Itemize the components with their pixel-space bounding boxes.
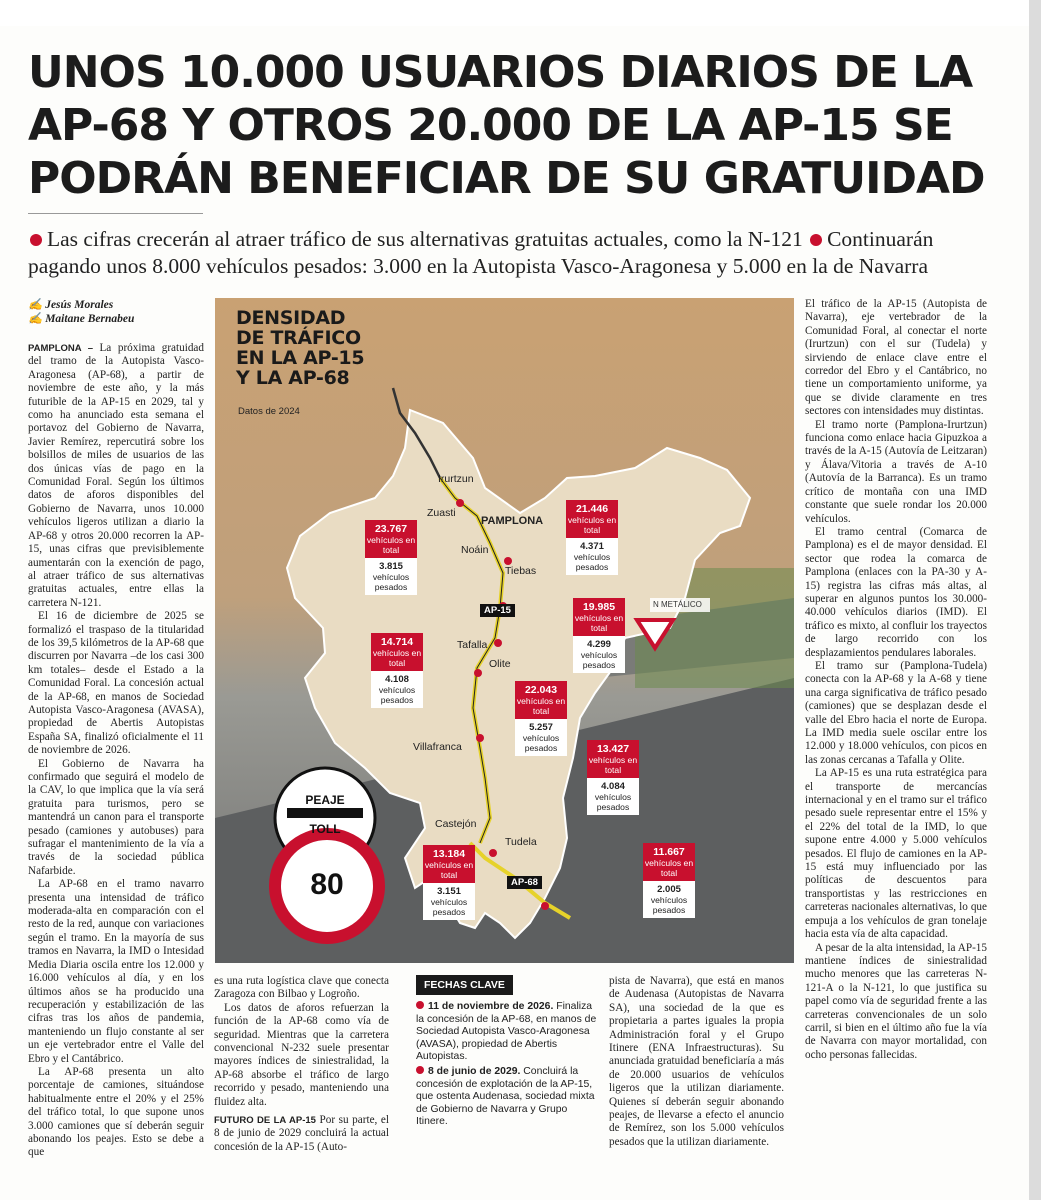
town-label: Tudela [505,836,537,848]
total-value: 22.043 [524,684,558,696]
paragraph: El Gobierno de Navarra ha confirmado que seguirá el modelo de la CAV, lo que implica que la vía será gratuita para turismos, pero se mantendrá un canon para el transporte pesado (camiones y autobuses) para sufragar el mantenimiento de la vía a través de la sociedad pública Nafarbide. [28,757,204,877]
headline: UNOS 10.000 USUARIOS DIARIOS DE LA AP-68 Y OTROS 20.000 DE LA AP-15 SE PODRÁN BENEFICIAR DE SU GRATUIDAD [28,47,985,204]
paragraph: El tramo norte (Pamplona-Irurtzun) funciona como enlace hacia Gipuzkoa a través de la A-15 (Autovía de Leitzaran) y Álava/Vitoria a través de A-10 (Autovía de la Barranca). Es un tramo crítico de montaña con una IMD constante que suele rondar los 20.000 vehículos. [805,418,987,525]
station-marker [504,557,512,565]
traffic-station: 13.184 vehículos en total 3.151 vehículos pesados [423,845,475,920]
article-column-4 [805,298,987,1062]
traffic-station: 13.427 vehículos en total 4.084 vehículos pesados [587,740,639,815]
speed-limit-value: 80 [310,868,344,901]
bullet-icon [416,1066,424,1074]
highway-label: AP-68 [507,876,542,889]
total-value: 19.985 [582,601,616,613]
total-value: 11.667 [653,846,685,858]
toll-sign-text-bottom: TOLL [309,822,341,836]
traffic-station: 19.985 vehículos en total 4.299 vehículos pesados [573,598,625,673]
traffic-station: 23.767 vehículos en total 3.815 vehículos pesados [365,520,417,595]
heavy-value: 4.371 [580,541,604,552]
paragraph: PAMPLONA – La próxima gratuidad del tramo de la Autopista Vasco-Aragonesa (AP-68), a partir de noviembre de este año, y la más futurible de la AP-15 en 2029, tal y como ha anunciado esta semana el portavoz del Gobierno de Navarra, Javier Remírez, repercutirá sobre los bolsillos de miles de usuarios de las dos únicas vías de pago en la Comunidad Foral. Según los últimos datos de aforos disponibles del Gobierno de Navarra, unos 10.000 vehículos ligeros utilizan a diario la AP-68 y otros 20.000 recorren la AP-15, unas cifras que previsiblemente aumentarán con la exención de pago, al atraer tráfico de sus alternativas gratuitas actuales, entre ellas la carretera N-121. [28,342,204,609]
article-column-3 [609,975,784,1149]
traffic-station: 14.714 vehículos en total 4.108 vehículos pesados [371,633,423,708]
paragraph: es una ruta logística clave que conecta Zaragoza con Bilbao y Logroño. [214,975,389,1001]
heavy-value: 4.108 [385,674,409,685]
key-date-item: 11 de noviembre de 2026. Finaliza la concesión de la AP-68, en manos de Sociedad Autopista Vasco-Aragonesa (AVASA), propiedad de Abertis Autopistas. [416,1001,597,1063]
town-label: PAMPLONA [481,515,544,527]
total-value: 14.714 [380,636,414,648]
subhead-1: Las cifras crecerán al atraer tráfico de sus alternativas gratuitas actuales, como la N-121 [47,227,803,251]
byline [28,298,134,326]
paragraph: pista de Navarra), que está en manos de Audenasa (Autopistas de Navarra SA), una sociedad de la que es propietaria a partes iguales la propia Administración foral y el Grupo Itinere (ENA Infraestructuras). Su anunciada gratuidad beneficiaría a más de 20.000 usuarios de vehículos ligeros que la utilizan diariamente. Quienes sí deberán seguir abonando peajes, de llevarse a efecto el anuncio de Remírez, son los 5.000 vehículos pesados que la utilizan diariamente. [609,975,784,1148]
total-value: 21.446 [575,503,609,515]
heavy-value: 3.151 [437,886,461,897]
toll-sign-text-top: PEAJE [305,793,345,807]
paragraph: La AP-68 presenta un alto porcentaje de camiones, situándose habitualmente entre el 20% y el 25% del tráfico total, lo que supone unos 3.000 camiones que sí deberán seguir abonando los peajes. Esto se debe a que [28,1065,204,1159]
pen-icon: ✍ [28,299,46,311]
highway-label: AP-15 [480,604,515,617]
total-value: 13.427 [596,743,630,755]
paragraph: Los datos de aforos refuerzan la función de la AP-68 como vía de seguridad. Mientras que la carretera convencional N-232 suele presentar mayores índices de siniestralidad, la AP-68 absorbe el tráfico de largo recorrido y pesado, manteniendo una fluidez alta. [214,1001,389,1108]
town-label: Irurtzun [438,473,474,485]
heavy-value: 2.005 [657,884,681,895]
heavy-value: 4.299 [587,639,611,650]
town-label: Noáin [461,544,489,556]
map-subtitle: Datos de 2024 [238,406,300,417]
paragraph: La AP-15 es una ruta estratégica para el transporte de mercancías internacional y en el tramo sur el tráfico pesado suele representar entre el 15% y el 22% del total de la IMD, lo que supone entre 4.000 y 5.000 vehículos pesados. El flujo de camiones en la AP-15 está muy influenciado por las políticas de descuentos para transportistas y las restricciones en carreteras nacionales alternativas, lo que empuja a los vehículos de gran tonelaje hacia esta vía de alta capacidad. [805,767,987,941]
traffic-density-map [215,298,794,963]
town-label: Tiebas [505,565,537,577]
divider [28,213,203,214]
section-subhead: FUTURO DE LA AP-15 [214,1115,316,1127]
traffic-station: 11.667 vehículos en total 2.005 vehículos pesados [643,843,695,918]
map-background [215,298,794,963]
station-marker [489,849,497,857]
heavy-value: 4.084 [601,781,625,792]
paragraph: El tramo sur (Pamplona-Tudela) conecta con la AP-68 y la A-68 y tiene una carga significativa de tráfico pesado (camiones) que se desplazan desde el valle del Ebro hacia el norte de Europa. La IMD media suele oscilar entre los 12.000 y 18.000 vehículos, con picos en las zonas cercanas a Tafalla y Olite. [805,659,987,766]
town-label: Olite [489,658,511,670]
total-value: 23.767 [374,523,408,535]
paragraph: La AP-68 en el tramo navarro presenta una intensidad de tráfico moderada-alta en comparación con el resto de la red, aunque con variaciones según el tramo. En la mayoría de sus tramos en Navarra, la IMD o Intesidad Media Diaria oscila entre los 12.000 y 16.000 vehículos al día, y en los últimos años se ha producido una recuperación y estabilización de las cifras tras los años de pandemia, manteniendo un flujo constante al ser un eje vertebrador entre el Valle del Ebro y el Cantábrico. [28,878,204,1065]
town-label: Zuasti [427,507,456,519]
bullet-icon [810,234,822,246]
total-value: 13.184 [432,848,466,860]
toll-sign-bar [287,808,363,818]
town-label: Tafalla [457,639,488,651]
article-column-2 [214,975,389,1154]
station-marker [456,499,464,507]
author-1: ✍ Jesús Morales [28,299,114,311]
town-label: Villafranca [413,741,462,753]
key-dates-title: FECHAS CLAVE [416,975,513,995]
paragraph: FUTURO DE LA AP-15 Por su parte, el 8 de junio de 2029 concluirá la actual concesión de la AP-15 (Auto- [214,1114,389,1153]
page-top-margin [0,0,1041,26]
traffic-station: 21.446 vehículos en total 4.371 vehículos pesados [566,500,618,575]
camera-icon: ✍ [28,313,46,325]
heavy-value: 5.257 [529,722,553,733]
subhead-2: Continuarán pagando unos 8.000 vehículos pesados: 3.000 en la Autopista Vasco-Aragonesa y 5.000 en la de Navarra [28,227,934,278]
traffic-station: 22.043 vehículos en total 5.257 vehículos pesados [515,681,567,756]
paragraph: El 16 de diciembre de 2025 se formalizó el traspaso de la titularidad de los 39,5 kilómetros de la AP-68 que discurren por Navarra –de los casi 300 km totales– desde el Estado a la Comunidad Foral. La concesión actual de la AP-68, en manos de Sociedad Autopista Vasco-Aragonesa (AVASA), propiedad de Abertis Autopistas España SA, finalizó oficialmente el 11 de noviembre de 2026. [28,610,204,757]
key-date-item: 8 de junio de 2029. Concluirá la concesión de explotación de la AP-15, que ostenta Audenasa, sociedad mixta de Gobierno de Navarra y Grupo Itinere. [416,1066,595,1128]
map-title: DENSIDAD DE TRÁFICO EN LA AP-15 Y LA AP-68 [236,307,365,389]
paragraph: El tramo central (Comarca de Pamplona) es el de mayor densidad. El sector que rodea la comarca de Pamplona (enlaces con la PA-30 y A-15) registra las cifras más altas, al superar en algunos puntos los 30.000-40.000 vehículos diarios (IMD). El tráfico es mixto, al confluir los trayectos de largo recorrido con los desplazamientos pendulares laborales. [805,525,987,659]
station-marker [494,639,502,647]
author-2: ✍ Maitane Bernabeu [28,313,135,325]
paragraph: A pesar de la alta intensidad, la AP-15 mantiene índices de siniestralidad mucho menores que las carreteras N-121-A o la N-121, lo que justifica su papel como vía de seguridad frente a las carreteras convencionales de un solo carril, si bien en el último año fue la vía de Navarra con mayor mortalidad, con ocho personas fallecidas. [805,941,987,1061]
station-marker [541,902,549,910]
sign-panel-text: N METÁLICO [653,600,702,609]
heavy-value: 3.815 [379,561,403,572]
station-marker [474,669,482,677]
station-marker [476,734,484,742]
key-dates-box [416,975,599,1131]
page-edge [1029,0,1041,1200]
town-label: Castejón [435,818,477,830]
article-column-1 [28,342,204,1160]
bullet-icon [416,1001,424,1009]
bullet-icon [30,234,42,246]
subheadline [28,226,988,280]
paragraph: El tráfico de la AP-15 (Autopista de Navarra), eje vertebrador de la Comunidad Foral, al conectar el norte (Irurtzun) con el sur (Tudela) y sirviendo de enlace clave entre el corredor del Ebro y el Cantábrico, no tiene un comportamiento uniforme, ya que se divide claramente en tres sectores con intensidades muy distintas. [805,298,987,418]
